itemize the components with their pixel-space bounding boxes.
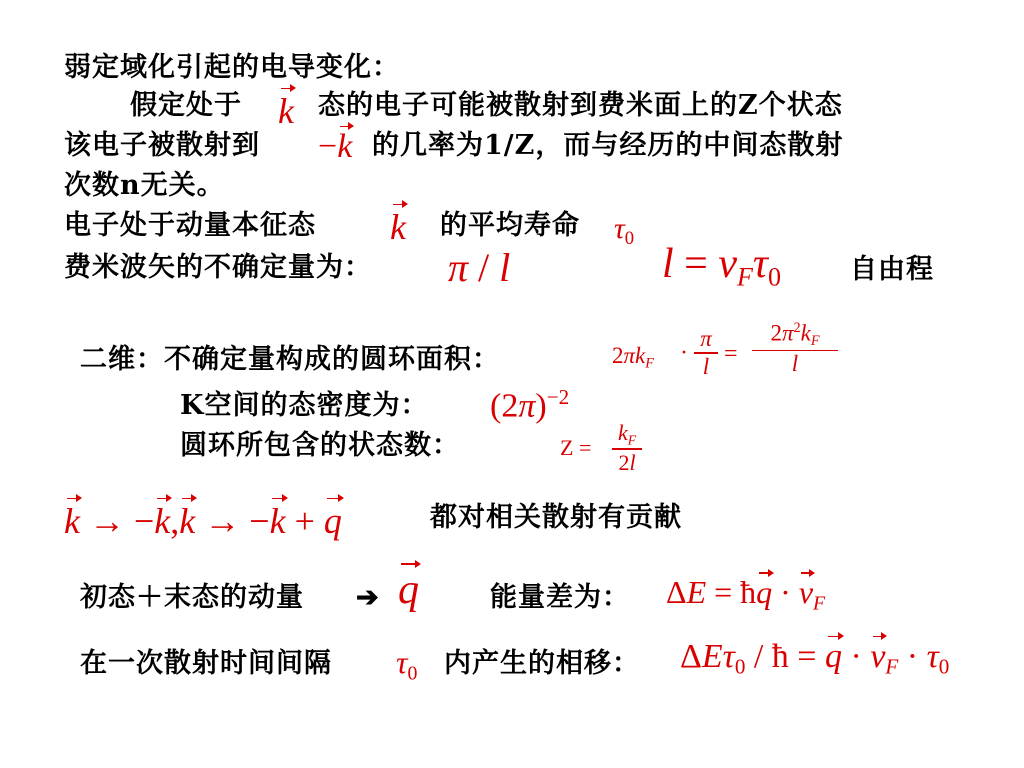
line-lifetime-end: 的平均寿命 [440,210,580,241]
line-independent: 次数n无关。 [64,170,225,201]
math-mean-free-path: $l = v_F\tau_0$ [662,241,781,292]
math-tau0-2: $\tau_0$ [396,644,418,685]
math-frac-states: $k_F$ 2l [612,420,642,475]
math-equals-1: = [724,341,738,367]
line-momentum-change: 初态＋末态的动量 [80,582,304,613]
line-contribution: 都对相关散射有贡献 [430,502,682,533]
math-dot-1: · [680,340,688,366]
math-tau0-1: $\tau_0$ [614,212,635,249]
line-phase-end: 内产生的相移： [444,648,640,679]
line-ring-area: 二维：不确定量构成的圆环面积： [80,344,500,375]
line-k-density: K空间的态密度为： [180,390,429,421]
line-assume-end: 态的电子可能被散射到费米面上的Z个状态 [318,90,843,121]
math-2pi-kf: $2\pi k_F$ [612,343,654,372]
label-mean-free-path: 自由程 [850,254,934,285]
line-ring-states: 圆环所包含的状态数： [180,430,460,461]
math-z-equals: Z = [560,435,592,460]
math-vec-k-2: k [390,207,406,247]
math-phase-shift: ΔEτ$_0$ / ħ = $q \cdot v_F \cdot \tau_0$ [680,638,950,679]
math-neg-vec-k: −k [318,128,353,165]
math-2pi-inv-sq: $(2\pi)^{-2}$ [490,385,570,425]
arrow-right-icon: ➔ [356,582,380,613]
math-frac-area: $2\pi^2k_F$ l [752,320,838,377]
line-prob-end: 的几率为1/Z，而与经历的中间态散射 [372,130,844,161]
math-scattering-paths: k → −k,k → −k + q [64,501,342,541]
line-energy-diff: 能量差为： [490,582,630,613]
math-frac-pi-l: π l [694,326,718,380]
line-uncertainty: 费米波矢的不确定量为： [64,252,372,283]
line-lifetime-start: 电子处于动量本征态 [64,210,316,241]
math-vec-k-1: k [278,91,294,131]
math-energy-diff: ΔE = ħq · $v_F$ [666,574,826,615]
line-prob-start: 该电子被散射到 [64,130,260,161]
line-phase-start: 在一次散射时间间隔 [80,648,332,679]
line-assume-start: 假定处于 [130,90,242,121]
math-vec-q: q [398,567,419,613]
slide-title: 弱定域化引起的电导变化： [64,52,400,83]
math-pi-over-l: π / l [448,245,511,290]
